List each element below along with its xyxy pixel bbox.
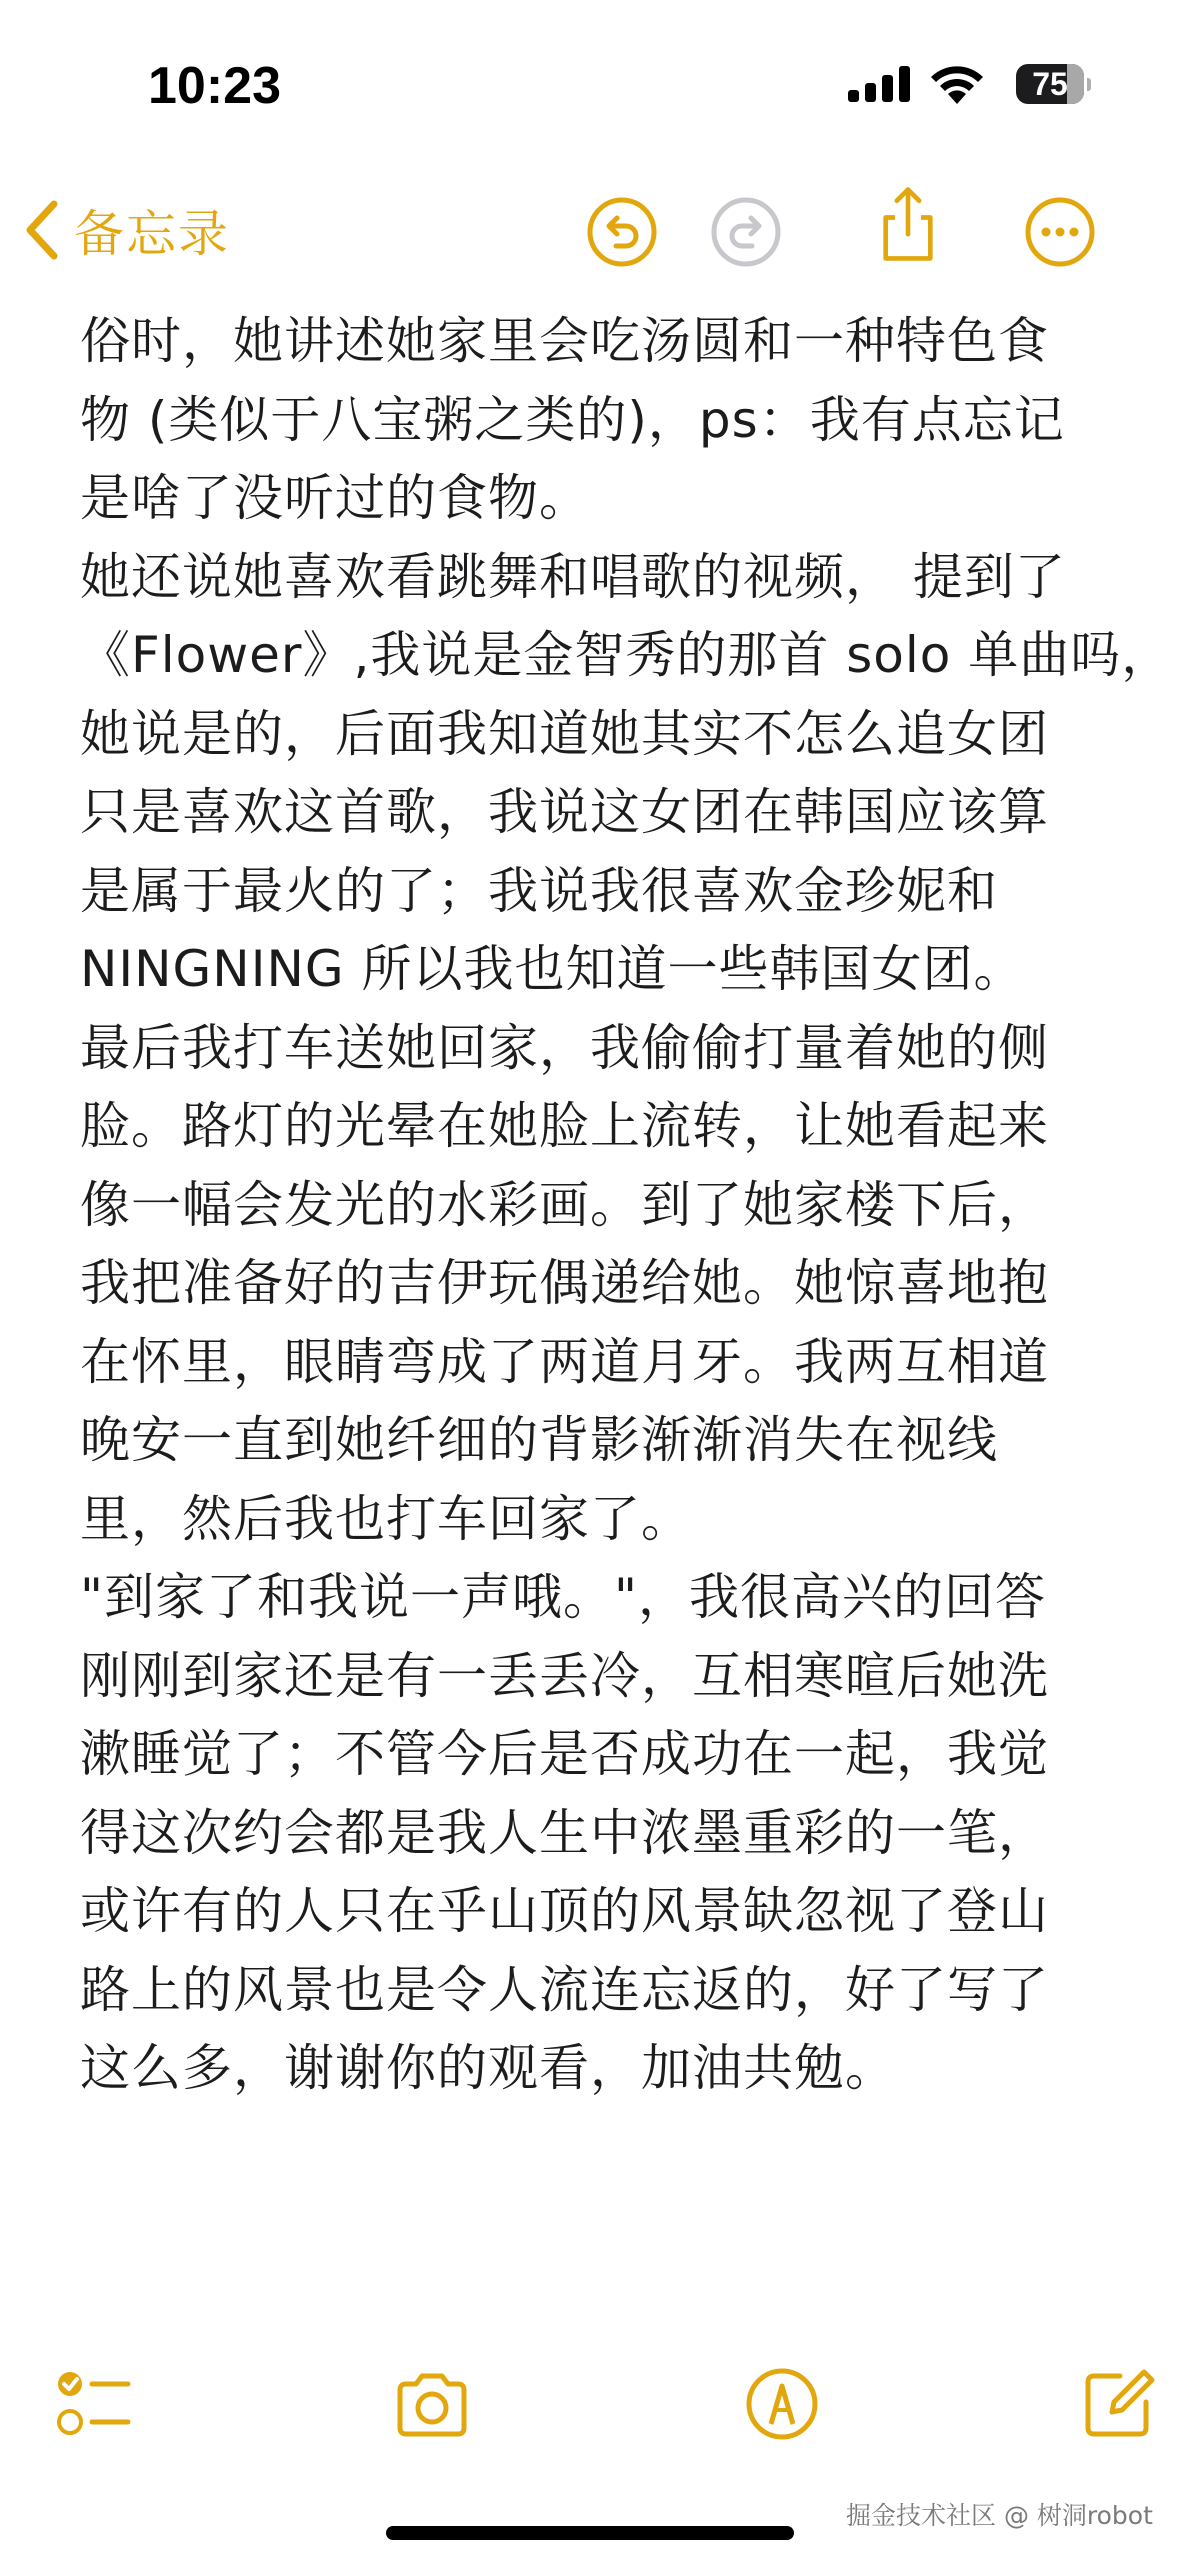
wifi-icon <box>928 62 986 104</box>
battery-level: 75 <box>1032 65 1068 102</box>
status-time: 10:23 <box>148 57 281 115</box>
camera-icon[interactable] <box>390 2362 474 2446</box>
checklist-icon[interactable] <box>52 2362 136 2446</box>
note-body[interactable] <box>80 302 1173 2108</box>
note-line: 是啥了没听过的食物。 <box>80 469 590 527</box>
back-button-label: 备忘录 <box>74 205 230 263</box>
note-line: 刚刚到家还是有一丢丢冷，互相寒暄后她洗 <box>80 1646 1049 1705</box>
chevron-left-icon <box>24 200 60 260</box>
note-line: 里，然后我也打车回家了。 <box>80 1489 692 1548</box>
note-line: 在怀里，眼睛弯成了两道月牙。我两互相道 <box>80 1332 1049 1391</box>
note-line: 她说是的，后面我知道她其实不怎么追女团 <box>80 704 1049 763</box>
note-line: 我把准备好的吉伊玩偶递给她。她惊喜地抱 <box>80 1254 1049 1312</box>
note-line: 只是喜欢这首歌，我说这女团在韩国应该算 <box>80 783 1049 841</box>
note-line: 《Flower》,我说是金智秀的那首 solo 单曲吗， <box>80 626 1173 684</box>
redo-icon[interactable] <box>706 192 786 272</box>
note-line: 她还说她喜欢看跳舞和唱歌的视频， 提到了 <box>80 547 1066 606</box>
note-line: 得这次约会都是我人生中浓墨重彩的一笔， <box>80 1803 1049 1862</box>
note-line: "到家了和我说一声哦。"，我很高兴的回答 <box>80 1568 1046 1626</box>
markup-pen-icon[interactable] <box>740 2362 824 2446</box>
note-line: 最后我打车送她回家，我偷偷打量着她的侧 <box>80 1018 1049 1077</box>
note-line: 像一幅会发光的水彩画。到了她家楼下后， <box>80 1175 1049 1234</box>
note-line: 漱睡觉了；不管今后是否成功在一起，我觉 <box>80 1725 1049 1783</box>
note-line: 晚安一直到她纤细的背影渐渐消失在视线 <box>80 1411 998 1469</box>
note-line: 物 (类似于八宝粥之类的)，ps：我有点忘记 <box>80 390 1065 449</box>
cellular-signal-icon <box>848 66 912 102</box>
note-line: NINGNING 所以我也知道一些韩国女团。 <box>80 940 1025 998</box>
home-indicator[interactable] <box>386 2526 794 2540</box>
note-line: 路上的风景也是令人流连忘返的，好了写了 <box>80 1960 1049 2019</box>
note-line: 这么多，谢谢你的观看，加油共勉。 <box>80 2039 896 2097</box>
note-line: 脸。路灯的光晕在她脸上流转，让她看起来 <box>80 1097 1049 1155</box>
watermark-text: 掘金技术社区 @ 树洞robot <box>846 2501 1153 2530</box>
status-bar <box>0 0 1179 170</box>
note-line: 是属于最火的了；我说我很喜欢金珍妮和 <box>80 861 998 920</box>
back-button[interactable] <box>24 192 230 268</box>
compose-icon[interactable] <box>1076 2362 1160 2446</box>
note-line: 俗时，她讲述她家里会吃汤圆和一种特色食 <box>80 312 1049 370</box>
more-icon[interactable] <box>1020 192 1100 272</box>
navigation-bar <box>0 170 1179 290</box>
note-line: 或许有的人只在乎山顶的风景缺忽视了登山 <box>80 1882 1049 1940</box>
share-icon[interactable] <box>868 184 948 264</box>
battery-indicator <box>1016 64 1084 104</box>
undo-icon[interactable] <box>582 192 662 272</box>
